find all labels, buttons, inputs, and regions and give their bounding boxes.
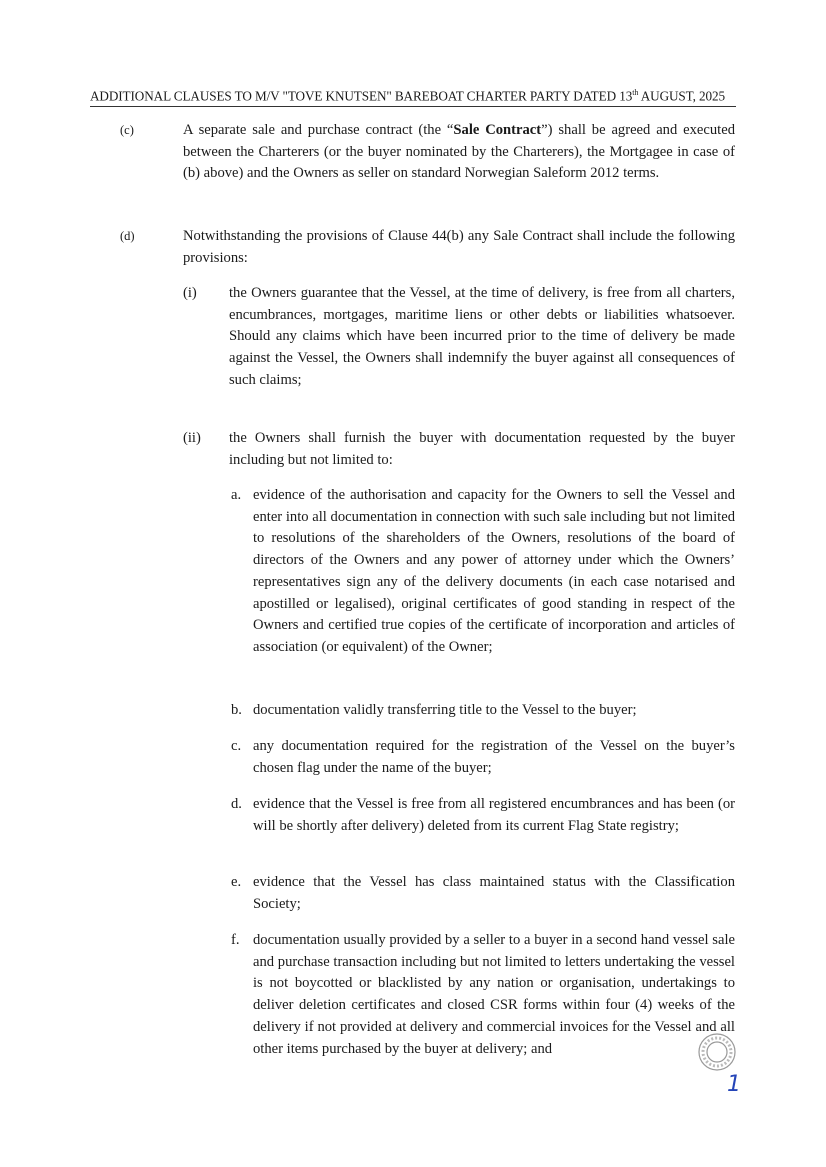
item-a-text: evidence of the authorisation and capacity for the Owners to sell the Vessel and enter into all documentation in connection with such sale including but not limited to resolutions of the shareholders of the Owners, resolutions of the board of directors of the Owners and any power of attorney under which the Owners’ representatives sign any of the delivery documents (in each case notarised and apostilled or legalised), original certificates of good standing in respect of the Owners and certified true copies of the certificate of incorporation and articles of association (or equivalent) of the Owner; — [253, 487, 735, 655]
clause-d-label: (d) — [120, 229, 135, 243]
header-text: ADDITIONAL CLAUSES TO M/V "TOVE KNUTSEN" BAREBOAT CHARTER PARTY DATED 13 — [90, 88, 633, 104]
handwritten-initial: 1 — [727, 1072, 741, 1097]
item-d-label: d. — [231, 796, 242, 812]
sale-contract-term: Sale Contract — [453, 122, 542, 138]
clause-c-pre: A separate sale and purchase contract (the “ — [183, 122, 454, 138]
header-sup: th — [632, 88, 639, 97]
clause-ii-label: (ii) — [183, 430, 201, 446]
clause-i-label: (i) — [183, 285, 197, 301]
item-c-text: any documentation required for the registration of the Vessel on the buyer’s chosen flag under the name of the buyer; — [253, 738, 735, 776]
item-d-text: evidence that the Vessel is free from all registered encumbrances and has been (or will be shortly after delivery) deleted from its current Flag State registry; — [253, 796, 735, 834]
item-b-text: documentation validly transferring title to the Vessel to the buyer; — [253, 702, 637, 718]
clause-ii-text: the Owners shall furnish the buyer with documentation requested by the buyer including but not limited to: — [229, 430, 735, 468]
item-b-label: b. — [231, 702, 242, 718]
clause-i-text: the Owners guarantee that the Vessel, at the time of delivery, is free from all charters, encumbrances, mortgages, maritime liens or other debts or liabilities whatsoever. Should any claims which have been incurred prior to the time of delivery be made against the Vessel, the Owners shall indemnify the buyer against all consequences of such claims; — [229, 285, 735, 388]
clause-c-label: (c) — [120, 123, 134, 137]
document-header — [90, 88, 736, 107]
item-f-label: f. — [231, 932, 240, 948]
company-stamp — [697, 1032, 737, 1072]
item-c-label: c. — [231, 738, 242, 754]
item-f-text: documentation usually provided by a seller to a buyer in a second hand vessel sale and purchase transaction including but not limited to letters undertaking the vessel is not boycotted or blacklisted by any nation or organisation, undertakings to deliver deletion certificates and closed CSR forms within four (4) weeks of the delivery if not provided at delivery and commercial invoices for the Vessel and all other items purchased by the buyer at delivery; and — [253, 932, 735, 1057]
clause-c-text — [183, 120, 735, 185]
item-e-label: e. — [231, 874, 242, 890]
item-a-label: a. — [231, 487, 242, 503]
item-e-text: evidence that the Vessel has class maintained status with the Classification Society; — [253, 874, 735, 912]
header-date: AUGUST, 2025 — [638, 88, 725, 104]
clause-c-post: ”) shall be agreed and executed between the Charterers (or the buyer nominated by the Charterers), the Mortgagee in case of (b) above) and the Owners as seller on standard Norwegian Saleform 2012 terms. — [183, 122, 735, 182]
clause-d-text: Notwithstanding the provisions of Clause 44(b) any Sale Contract shall include the following provisions: — [183, 228, 735, 266]
